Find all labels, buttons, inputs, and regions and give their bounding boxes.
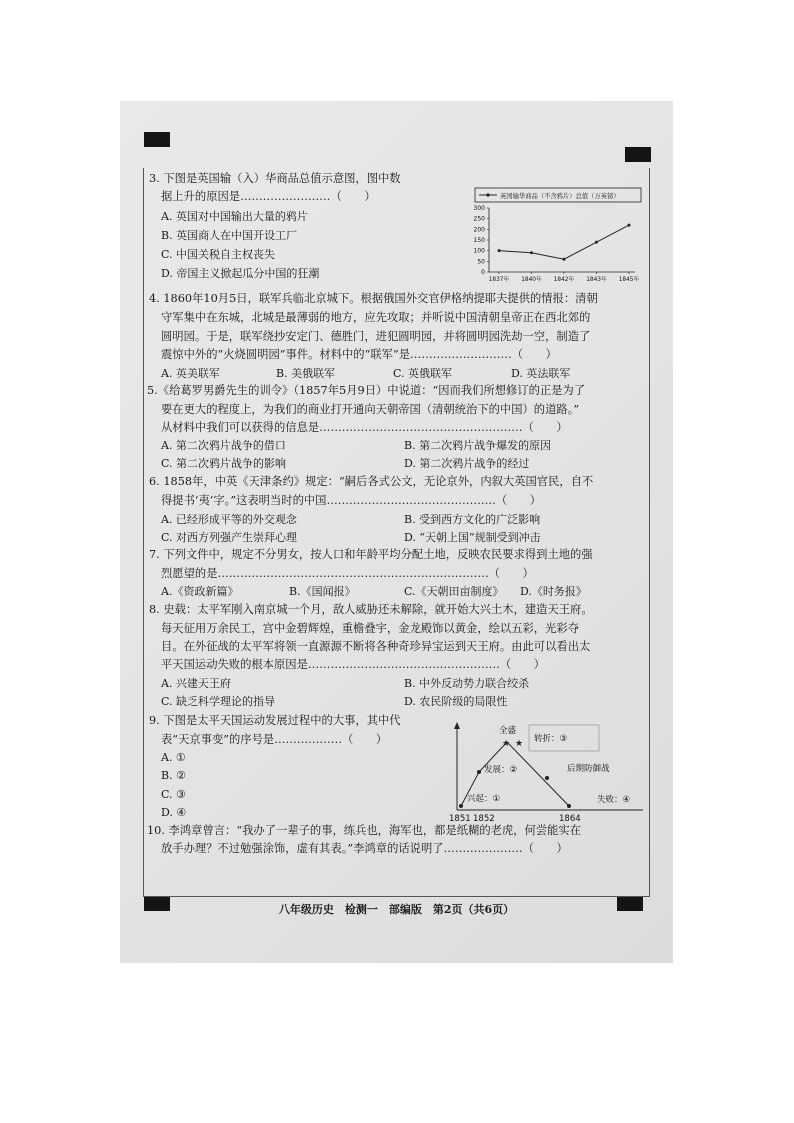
q7-option-d: D.《时务报》 — [520, 585, 587, 598]
q10-stem-line-1: 10. 李鸿章曾言：“我办了一辈子的事，练兵也，海军也，都是纸糊的老虎，何尝能实在 — [147, 824, 582, 837]
chart-data-point — [563, 258, 566, 261]
diagram-star-peak: ★ — [502, 739, 511, 749]
q7-option-c: C.《天朝田亩制度》 — [404, 585, 504, 598]
q6-option-a: A. 已经形成平等的外交观念 — [161, 513, 297, 526]
q9-option-a: A. ① — [161, 751, 186, 764]
q3-option-b: B. 英国商人在中国开设工厂 — [161, 229, 298, 242]
q5-option-c: C. 第二次鸦片战争的影响 — [161, 457, 287, 470]
chart-x-tick-label: 1842年 — [553, 277, 575, 283]
diagram-year-1852: 1852 — [473, 814, 495, 824]
q8-option-d: D. 农民阶级的局限性 — [404, 695, 508, 708]
chart-x-tick-label: 1837年 — [488, 277, 510, 283]
chart-y-tick-label: 250 — [473, 215, 485, 223]
q8-stem-line-2: 每天征用万余民工，宫中金碧辉煌，重檐叠宇，金龙殿饰以黄金，绘以五彩，光彩夺 — [161, 622, 579, 635]
diagram-year-1864: 1864 — [559, 814, 581, 824]
q9-stem-line-1: 9. 下图是太平天国运动发展过程中的大事，其中代 — [149, 714, 401, 727]
diagram-point-failure — [567, 804, 571, 808]
q9-option-d: D. ④ — [161, 806, 187, 819]
diagram-label-development: 发展：② — [484, 765, 518, 775]
q7-option-a: A.《资政新篇》 — [161, 585, 239, 598]
diagram-year-1851: 1851 — [449, 814, 471, 824]
diagram-point-rise — [459, 804, 463, 808]
q5-option-d: D. 第二次鸦片战争的经过 — [404, 457, 530, 470]
q7-stem-line-2: 烈愿望的是………………………………………………………………（ ） — [161, 567, 534, 580]
diagram-point-defense — [545, 776, 549, 780]
diagram-y-arrow — [454, 722, 460, 729]
q3-option-c: C. 中国关税自主权丧失 — [161, 248, 276, 261]
q5-stem-line-3: 从材料中我们可以获得的信息是………………………………………………（ ） — [161, 421, 568, 434]
q8-stem-line-4: 平天国运动失败的根本原因是……………………………………………（ ） — [161, 658, 546, 671]
chart-data-point — [498, 249, 501, 252]
q4-option-c: C. 英俄联军 — [393, 367, 453, 380]
chart-x-tick-label: 1840年 — [521, 277, 542, 283]
q8-option-a: A. 兴建天王府 — [161, 677, 231, 690]
q6-stem-line-2: 得提书‘夷’字。”这表明当时的中国………………………………………（ ） — [161, 494, 542, 507]
diagram-label-turn: 转折：③ — [534, 734, 568, 744]
page-footer: 八年级历史 检测一 部编版 第2页（共6页） — [278, 903, 515, 916]
diagram-star-turn: ★ — [515, 739, 524, 749]
q5-stem-line-2: 要在更大的程度上，为我们的商业打开通向天朝帝国（清朝统治下的中国）的道路。” — [161, 403, 580, 416]
q10-stem-line-2: 放手办理？不过勉强涂饰，虚有其表。”李鸿章的话说明了…………………（ ） — [161, 842, 568, 855]
chart-y-tick-label: 100 — [473, 247, 485, 255]
q8-option-b: B. 中外反动势力联合绞杀 — [404, 677, 530, 690]
q7-option-b: B.《国闻报》 — [289, 585, 356, 598]
q4-stem-line-3: 圆明园。于是，联军绕抄安定门、德胜门，进犯圆明园，并将圆明园洗劫一空，制造了 — [161, 330, 591, 343]
q9-option-b: B. ② — [161, 769, 186, 782]
chart-data-point — [595, 241, 598, 244]
chart-y-tick-label: 0 — [481, 269, 485, 276]
chart-x-tick-label: 1845年 — [618, 277, 640, 283]
q8-stem-line-1: 8. 史载：太平军刚入南京城一个月，敌人威胁还未解除，就开始大兴土木，建造天王府。 — [149, 603, 593, 616]
q8-option-c: C. 缺乏科学理论的指导 — [161, 695, 276, 708]
q6-option-b: B. 受到西方文化的广泛影响 — [404, 513, 541, 526]
q4-stem-line-4: 震惊中外的“火烧圆明园”事件。材料中的“联军”是………………………（ ） — [161, 348, 557, 361]
chart-title: 英国输华商品（不含鸦片）总值（万英镑） — [500, 193, 620, 200]
q4-stem-line-1: 4. 1860年10月5日，联军兵临北京城下。根据俄国外交官伊格纳提耶夫提供的情报：清朝 — [149, 292, 598, 305]
chart-x-tick-label: 1843年 — [586, 277, 607, 283]
q8-stem-line-3: 目。在外征战的太平军将领一直源源不断将各种奇珍异宝运到天王府。由此可以看出太 — [161, 640, 591, 653]
chart-y-tick-label: 200 — [473, 226, 485, 234]
q4-stem-line-2: 守军集中在东城，北城是最薄弱的地方，应先攻取；并听说中国清朝皇帝正在西北郊的 — [161, 311, 591, 324]
q3-stem-line-1: 3. 下图是英国输（入）华商品总值示意图，图中数 — [149, 172, 401, 185]
diagram-label-failure: 失败：④ — [597, 795, 631, 805]
chart-y-tick-label: 150 — [473, 237, 485, 244]
chart-data-point — [628, 224, 631, 227]
q5-stem-line-1: 5.《给葛罗男爵先生的训令》（1857年5月9日）中说道：“因而我们所想修订的正是为了 — [147, 384, 586, 397]
diagram-point-development — [477, 770, 481, 774]
q7-stem-line-1: 7. 下列文件中，规定不分男女，按人口和年龄平均分配土地，反映农民要求得到土地的强 — [149, 548, 593, 561]
diagram-label-defense: 后期防御战 — [567, 764, 610, 774]
chart-marks — [498, 224, 631, 261]
q4-option-a: A. 英美联军 — [161, 367, 220, 380]
q5-option-b: B. 第二次鸦片战争爆发的原因 — [404, 439, 552, 452]
chart-axes — [474, 205, 640, 283]
q4-option-d: D. 英法联军 — [511, 367, 571, 380]
chart-y-tick-label: 50 — [477, 258, 485, 266]
chart-data-point — [530, 251, 533, 254]
taiping-timeline-diagram — [443, 720, 648, 824]
q3-option-d: D. 帝国主义掀起瓜分中国的狂潮 — [161, 267, 320, 280]
diagram-label-rise: 兴起：① — [467, 794, 501, 804]
q6-stem-line-1: 6. 1858年，中英《天津条约》规定：“嗣后各式公文，无论京外，内叙大英国官民，自不 — [149, 475, 594, 488]
q6-option-c: C. 对西方列强产生崇拜心理 — [161, 531, 298, 544]
chart-y-tick-label: 300 — [473, 205, 485, 212]
q3-stem-line-2: 据上升的原因是……………………（ ） — [161, 190, 376, 203]
diagram-label-peak: 全盛 — [499, 726, 517, 736]
q9-stem-line-2: 表“天京事变”的序号是………………（ ） — [161, 733, 388, 746]
registration-mark-top-right — [625, 147, 651, 162]
chart-series-line — [499, 225, 629, 259]
import-value-line-chart — [455, 182, 645, 288]
q5-option-a: A. 第二次鸦片战争的借口 — [161, 439, 286, 452]
chart-legend-marker — [486, 193, 489, 196]
q6-option-d: D. “天朝上国”规制受到冲击 — [404, 531, 541, 544]
q9-option-c: C. ③ — [161, 788, 186, 801]
q4-option-b: B. 美俄联军 — [276, 367, 336, 380]
q3-option-a: A. 英国对中国输出大量的鸦片 — [161, 210, 308, 223]
registration-mark-top-left — [144, 132, 170, 147]
